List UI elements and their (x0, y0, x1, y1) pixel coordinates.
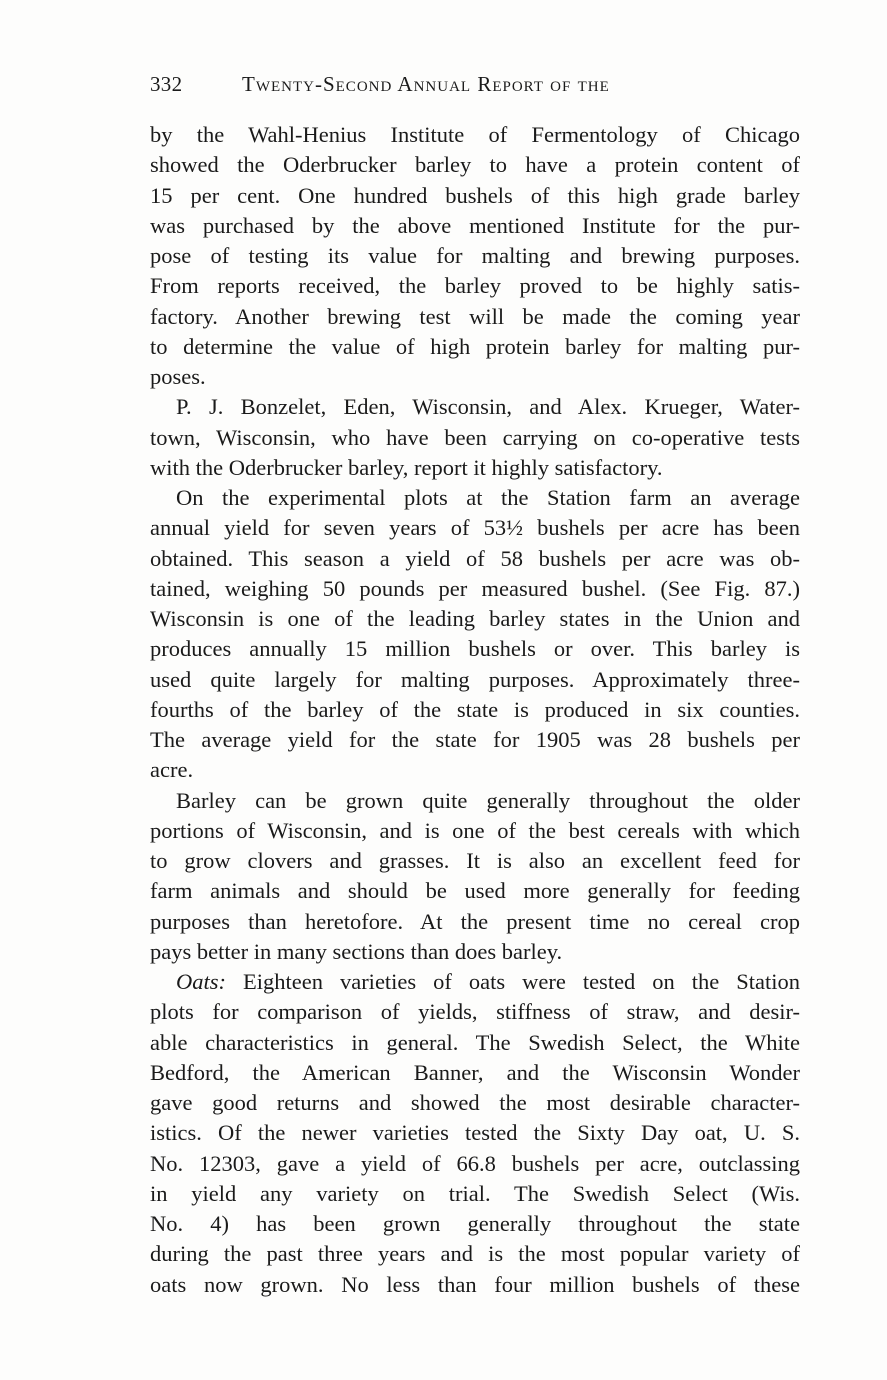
body-text (150, 120, 800, 1300)
text-line: annual yield for seven years of 53½ bushels per acre has been (150, 515, 800, 541)
text-line: to grow clovers and grasses. It is also an excellent feed for (150, 848, 800, 873)
text-line: showed the Oderbrucker barley to have a protein content of (150, 152, 800, 178)
paragraph-2 (150, 392, 800, 483)
text-line: Bedford, the American Banner, and the Wisconsin Wonder (150, 1059, 800, 1085)
text-line: No. 12303, gave a yield of 66.8 bushels per acre, outclassing (150, 1150, 800, 1176)
text-line: istics. Of the newer varieties tested the Sixty Day oat, U. S. (150, 1120, 800, 1146)
page-number: 332 (150, 72, 183, 96)
text-line: gave good returns and showed the most desirable character- (150, 1090, 800, 1115)
text-line: able characteristics in general. The Swedish Select, the White (150, 1029, 800, 1055)
text-line: used quite largely for malting purposes. Approximately three- (150, 666, 800, 692)
text-line: obtained. This season a yield of 58 bushels per acre was ob- (150, 545, 800, 571)
text-line: Wisconsin is one of the leading barley states in the Union and (150, 606, 800, 631)
text-line: acre. (150, 757, 194, 783)
text-line: P. J. Bonzelet, Eden, Wisconsin, and Alex. Krueger, Water- (176, 394, 800, 420)
text-line: No. 4) has been grown generally throughout the state (150, 1211, 800, 1236)
text-line: portions of Wisconsin, and is one of the best cereals with which (150, 817, 800, 843)
text-fragment: Eighteen varieties of oats were tested on the Station (243, 969, 801, 994)
text-line: Barley can be grown quite generally throughout the older (176, 787, 800, 813)
text-line: to determine the value of high protein barley for malting pur- (150, 333, 800, 359)
text-line: town, Wisconsin, who have been carrying on co-operative tests (150, 424, 800, 450)
text-line: On the experimental plots at the Station farm an average (176, 485, 800, 510)
text-line: 15 per cent. One hundred bushels of this high grade barley (150, 182, 800, 208)
text-line: purposes than heretofore. At the present time no cereal crop (150, 908, 800, 934)
text-line: The average yield for the state for 1905 was 28 bushels per (150, 727, 800, 752)
section-lead-oats: Oats: (176, 969, 226, 994)
text-line: From reports received, the barley proved to be highly satis- (150, 273, 800, 299)
text-line: pose of testing its value for malting and brewing purposes. (150, 243, 800, 268)
text-line (150, 967, 800, 997)
text-line: plots for comparison of yields, stiffness of straw, and desir- (150, 999, 800, 1025)
text-line: oats now grown. No less than four million bushels of these (150, 1271, 800, 1297)
paragraph-oats (150, 967, 800, 1300)
text-line: tained, weighing 50 pounds per measured bushel. (See Fig. 87.) (150, 575, 800, 601)
text-line: by the Wahl-Henius Institute of Fermentology of Chicago (150, 122, 800, 147)
text-line: pays better in many sections than does barley. (150, 938, 563, 964)
page-header (150, 72, 800, 104)
text-line: produces annually 15 million bushels or over. This barley is (150, 636, 800, 662)
text-line: was purchased by the above mentioned Institute for the pur- (150, 212, 800, 238)
running-title: Twenty-Second Annual Report of the (242, 72, 610, 96)
text-line: with the Oderbrucker barley, report it highly satisfactory. (150, 454, 663, 480)
text-line: in yield any variety on trial. The Swedish Select (Wis. (150, 1180, 800, 1206)
text-line: fourths of the barley of the state is produced in six counties. (150, 696, 800, 722)
text-line: factory. Another brewing test will be made the coming year (150, 303, 800, 329)
paragraph-1 (150, 120, 800, 392)
paragraph-4 (150, 786, 800, 968)
text-line: farm animals and should be used more generally for feeding (150, 878, 800, 904)
paragraph-3 (150, 483, 800, 786)
text-line: during the past three years and is the most popular variety of (150, 1241, 800, 1267)
text-line: poses. (150, 364, 206, 389)
